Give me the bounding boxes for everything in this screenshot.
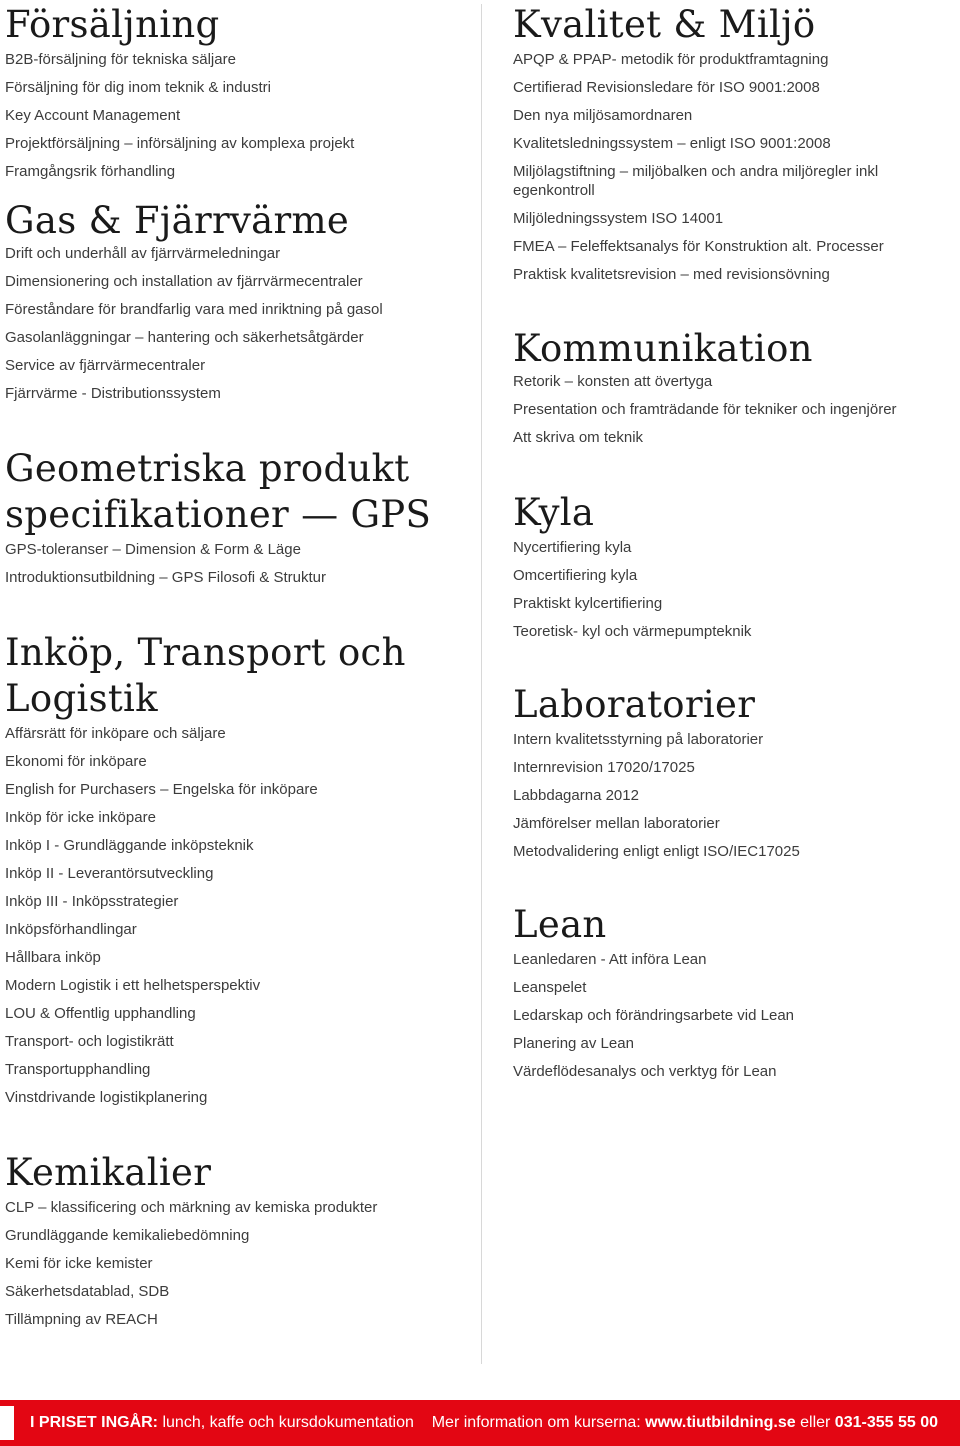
course-item[interactable]: Kvalitetsledningssystem – enligt ISO 9001:2008 [513, 135, 831, 152]
course-item[interactable]: Leanspelet [513, 979, 587, 996]
course-item[interactable]: LOU & Offentlig upphandling [5, 1005, 196, 1022]
course-item[interactable]: Service av fjärrvärmecentraler [5, 357, 206, 374]
course-item[interactable]: Hållbara inköp [5, 949, 101, 966]
course-item[interactable]: Fjärrvärme - Distributionssystem [5, 385, 221, 402]
heading-line: Gas & Fjärrvärme [5, 199, 350, 242]
course-item[interactable]: Ekonomi för inköpare [5, 753, 147, 770]
course-item[interactable]: Presentation och framträdande för tekniker och ingenjörer [513, 401, 897, 418]
included-text: lunch, kaffe och kursdokumentation [162, 1414, 414, 1431]
section-kyla [513, 490, 953, 646]
course-list [513, 726, 953, 866]
course-item[interactable]: Dimensionering och installation av fjärrvärmecentraler [5, 273, 363, 290]
phone-prefix: eller [800, 1414, 831, 1431]
section-heading [513, 682, 953, 728]
heading-line: Logistik [5, 677, 158, 720]
course-item[interactable]: Den nya miljösamordnaren [513, 107, 693, 124]
course-item[interactable]: Modern Logistik i ett helhetsperspektiv [5, 977, 261, 994]
course-item[interactable]: Leanledaren - Att införa Lean [513, 951, 707, 968]
heading-line: Kyla [513, 491, 595, 534]
course-item[interactable]: Nycertifiering kyla [513, 539, 632, 556]
phone-number[interactable]: 031-355 55 00 [834, 1414, 938, 1431]
section-heading [5, 446, 475, 538]
section-inkop-transport-logistik [5, 630, 475, 1112]
course-item[interactable]: Gasolanläggningar – hantering och säkerhetsåtgärder [5, 329, 364, 346]
course-item[interactable]: Praktiskt kylcertifiering [513, 595, 663, 612]
section-lean [513, 902, 953, 1086]
course-item[interactable]: Affärsrätt för inköpare och säljare [5, 725, 226, 742]
course-item[interactable]: CLP – klassificering och märkning av kemiska produkter [5, 1199, 378, 1216]
heading-line: Geometriska produkt [5, 447, 410, 490]
course-list [5, 720, 475, 1112]
course-item[interactable]: Miljölagstiftning – miljöbalken och andra miljöregler inkl egenkontroll [513, 163, 879, 199]
section-kommunikation [513, 326, 953, 452]
course-item[interactable]: FMEA – Feleffektsanalys för Konstruktion alt. Processer [513, 238, 884, 255]
course-item[interactable]: Planering av Lean [513, 1035, 634, 1052]
course-item[interactable]: Internrevision 17020/17025 [513, 759, 695, 776]
course-item[interactable]: GPS-toleranser – Dimension & Form & Läge [5, 541, 301, 558]
course-item[interactable]: Teoretisk- kyl och värmepumpteknik [513, 623, 752, 640]
footer-included-info [30, 1400, 414, 1446]
course-item[interactable]: Inköp I - Grundläggande inköpsteknik [5, 837, 254, 854]
course-item[interactable]: Inköp III - Inköpsstrategier [5, 893, 179, 910]
course-item[interactable]: Certifierad Revisionsledare för ISO 9001:2008 [513, 79, 820, 96]
course-item[interactable]: English for Purchasers – Engelska för inköpare [5, 781, 318, 798]
heading-line: Kvalitet & Miljö [513, 3, 816, 46]
more-info-label: Mer information om kurserna: [431, 1414, 641, 1431]
section-heading [5, 630, 475, 722]
heading-line: Försäljning [5, 3, 220, 46]
course-item[interactable]: Föreståndare för brandfarlig vara med inriktning på gasol [5, 301, 383, 318]
course-list [513, 534, 953, 646]
course-item[interactable]: Transportupphandling [5, 1061, 151, 1078]
course-item[interactable]: Försäljning för dig inom teknik & industri [5, 79, 271, 96]
course-item[interactable]: Inköp II - Leverantörsutveckling [5, 865, 214, 882]
heading-line: Kommunikation [513, 327, 813, 370]
course-item[interactable]: Key Account Management [5, 107, 181, 124]
course-item[interactable]: Intern kvalitetsstyrning på laboratorier [513, 731, 764, 748]
course-item[interactable]: Tillämpning av REACH [5, 1311, 158, 1328]
course-item[interactable]: Inköpsförhandlingar [5, 921, 137, 938]
course-item[interactable]: Jämförelser mellan laboratorier [513, 815, 720, 832]
course-list [5, 46, 475, 186]
course-item[interactable]: Säkerhetsdatablad, SDB [5, 1283, 170, 1300]
course-item[interactable]: Praktisk kvalitetsrevision – med revisionsövning [513, 266, 830, 283]
section-kvalitet-miljo [513, 2, 953, 289]
course-item[interactable]: Kemi för icke kemister [5, 1255, 153, 1272]
section-heading [513, 326, 953, 372]
footer-marker-shape [0, 1406, 14, 1440]
section-heading [5, 2, 475, 48]
course-item[interactable]: Framgångsrik förhandling [5, 163, 176, 180]
course-item[interactable]: Introduktionsutbildning – GPS Filosofi & Struktur [5, 569, 326, 586]
course-item[interactable]: B2B-försäljning för tekniska säljare [5, 51, 236, 68]
heading-line: Kemikalier [5, 1151, 212, 1194]
course-item[interactable]: Ledarskap och förändringsarbete vid Lean [513, 1007, 795, 1024]
course-item[interactable]: Projektförsäljning – införsäljning av komplexa projekt [5, 135, 355, 152]
course-list [513, 46, 953, 289]
section-heading [513, 902, 953, 948]
section-heading [5, 198, 475, 244]
website-link[interactable]: www.tiutbildning.se [645, 1414, 796, 1431]
heading-line: Inköp, Transport och [5, 631, 406, 674]
course-item[interactable]: Labbdagarna 2012 [513, 787, 639, 804]
section-forsaljning [5, 2, 475, 186]
course-item[interactable]: Att skriva om teknik [513, 429, 644, 446]
footer-contact-info [432, 1400, 938, 1446]
course-item[interactable]: Transport- och logistikrätt [5, 1033, 174, 1050]
course-list [5, 536, 475, 592]
course-item[interactable]: APQP & PPAP- metodik för produktframtagning [513, 51, 829, 68]
course-item[interactable]: Vinstdrivande logistikplanering [5, 1089, 208, 1106]
section-laboratorier [513, 682, 953, 866]
course-item[interactable]: Drift och underhåll av fjärrvärmeledningar [5, 245, 281, 262]
heading-line: Laboratorier [513, 683, 756, 726]
heading-line: Lean [513, 903, 607, 946]
section-heading [5, 1150, 475, 1196]
course-item[interactable]: Värdeflödesanalys och verktyg för Lean [513, 1063, 777, 1080]
section-kemikalier [5, 1150, 475, 1334]
course-item[interactable]: Retorik – konsten att övertyga [513, 373, 713, 390]
course-item[interactable]: Metodvalidering enligt enligt ISO/IEC17025 [513, 843, 800, 860]
course-list [5, 1194, 475, 1334]
course-item[interactable]: Omcertifiering kyla [513, 567, 638, 584]
section-heading [513, 2, 953, 48]
section-gps [5, 446, 475, 592]
course-item[interactable]: Miljöledningssystem ISO 14001 [513, 210, 724, 227]
course-list [5, 240, 475, 408]
column-divider [481, 4, 482, 1364]
course-list [513, 946, 953, 1086]
course-item[interactable]: Inköp för icke inköpare [5, 809, 156, 826]
course-list [513, 368, 953, 452]
section-gas-fjarrvarme [5, 198, 475, 408]
footer-bar [0, 1400, 960, 1446]
section-heading [513, 490, 953, 536]
course-item[interactable]: Grundläggande kemikaliebedömning [5, 1227, 250, 1244]
heading-line: specifikationer — GPS [5, 493, 432, 536]
included-label: I PRISET INGÅR: [30, 1414, 159, 1431]
